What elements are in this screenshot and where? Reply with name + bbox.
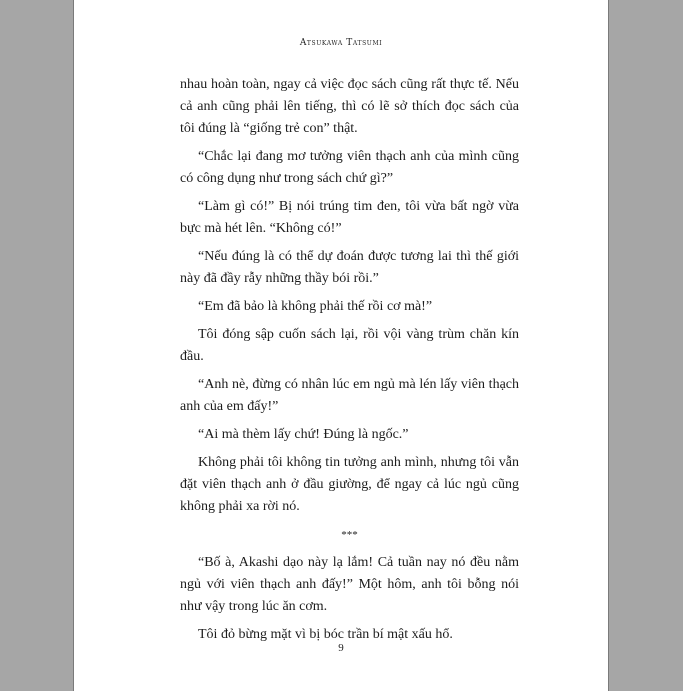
page-number: 9	[338, 642, 344, 654]
paragraph: “Nếu đúng là có thể dự đoán được tương lai thì thế giới này đã đầy rẫy những thầy bói rồi.”	[180, 249, 519, 286]
page-body	[180, 74, 519, 652]
paragraph: Tôi đóng sập cuốn sách lại, rồi vội vàng trùm chăn kín đầu.	[180, 327, 519, 364]
paragraph: nhau hoàn toàn, ngay cả việc đọc sách cũng rất thực tế. Nếu cả anh cũng phải lên tiếng, thì có lẽ sở thích đọc sách của tôi đúng là “giống trẻ con” thật.	[180, 77, 519, 136]
paragraph: “Bố à, Akashi dạo này lạ lắm! Cả tuần nay nó đều nằm ngủ với viên thạch anh đấy!” Một hôm, anh tôi bỗng nói như vậy trong lúc ăn cơm.	[180, 555, 519, 614]
paragraph: “Em đã bảo là không phải thế rồi cơ mà!”	[198, 299, 433, 314]
paragraph: “Làm gì có!” Bị nói trúng tim đen, tôi vừa bất ngờ vừa bực mà hét lên. “Không có!”	[180, 199, 519, 236]
paragraph: “Anh nè, đừng có nhân lúc em ngủ mà lén lấy viên thạch anh của em đấy!”	[180, 377, 519, 414]
section-separator: ***	[341, 529, 358, 541]
paragraph: Tôi đỏ bừng mặt vì bị bóc trần bí mật xấu hổ.	[198, 627, 453, 642]
running-head: Atsukawa Tatsumi	[299, 38, 383, 48]
paragraph: Không phải tôi không tin tưởng anh mình, nhưng tôi vẫn đặt viên thạch anh ở đầu giường, để ngay cả lúc ngủ cũng không phải xa rời nó.	[180, 455, 519, 514]
paragraph: “Ai mà thèm lấy chứ! Đúng là ngốc.”	[198, 427, 409, 442]
book-page	[73, 0, 609, 691]
paragraph: “Chắc lại đang mơ tưởng viên thạch anh của mình cũng có công dụng như trong sách chứ gì?”	[180, 149, 519, 186]
